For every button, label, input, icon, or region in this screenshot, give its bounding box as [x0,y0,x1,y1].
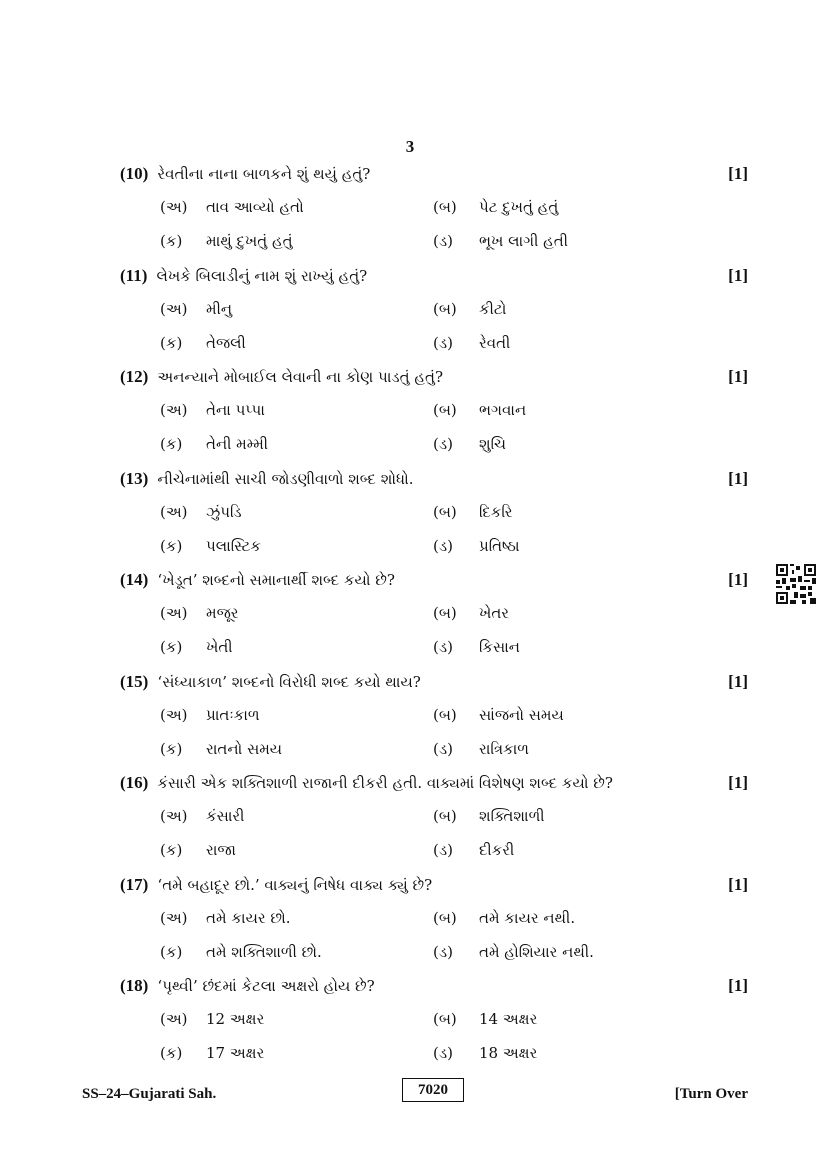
option-text: દિકરિ [479,502,513,521]
option-text: રેવતી [479,333,511,352]
option-text: તમે કાયર નથી. [479,908,576,927]
option-text: તમે શક્તિશાળી છો. [206,942,322,961]
option-text: તેના પપ્પા [206,401,265,419]
option-b [433,802,545,830]
option-d [433,938,594,966]
option-text: શુચિ [479,435,506,453]
option-key: (ક) [160,232,183,250]
option-text: રાત્રિકાળ [479,739,530,758]
option-a [160,396,265,424]
question-text: કંસારી એક શક્તિશાળી રાજાની દીકરી હતી. વાક્યમાં વિશેષણ શબ્દ કયો છે? [157,774,613,792]
option-key: (અ) [160,705,188,724]
option-key: (બ) [433,705,457,724]
page-number: 3 [405,137,415,156]
option-key: (ડ) [433,232,453,250]
option-text: શક્તિશાળી [479,807,545,825]
option-text: કિસાન [479,638,520,656]
option-d [433,532,520,560]
question-marks: [1] [728,468,748,488]
option-text: કંસારી [206,807,245,825]
option-key: (ક) [160,536,183,555]
question [120,769,750,871]
question-text: નીચેનામાંથી સાચી જોડણીવાળો શબ્દ શોધો. [157,469,414,488]
question-marks: [1] [728,367,748,386]
option-b [433,599,509,627]
question-text: ‘તમે બહાદૂર છો.’ વાક્યનું નિષેધ વાક્ય ક્યું છે? [157,875,433,894]
option-key: (બ) [433,198,457,216]
option-text: 14 અક્ષર [479,1010,538,1028]
option-key: (ડ) [433,333,453,352]
option-text: માથું દુખતું હતું [206,232,293,250]
option-a [160,193,304,221]
question-number: (14) [120,570,149,589]
option-text: પેટ દુખતું હતું [479,198,559,216]
question-row [120,769,750,797]
option-text: ભગવાન [479,401,527,419]
question [120,160,750,262]
option-key: (ડ) [433,435,453,453]
option-a [160,904,291,932]
question-list [120,160,750,1074]
option-key: (અ) [160,401,188,419]
question-row [120,160,750,188]
option-c [160,1039,264,1067]
question-number: (11) [120,265,148,285]
option-c [160,227,293,255]
option-text: કીટો [479,299,507,318]
option-key: (ક) [160,333,183,352]
question-number: (18) [120,976,149,995]
option-key: (અ) [160,502,188,521]
option-text: પ્રાતઃકાળ [206,705,260,724]
option-c [160,329,246,357]
option-text: તમે કાયર છો. [206,908,291,927]
option-c [160,430,268,458]
question-text: લેખકે બિલાડીનું નામ શું રાખ્યું હતું? [156,266,368,285]
option-key: (ક) [160,435,183,453]
option-b [433,396,526,424]
question-marks: [1] [728,976,748,995]
question-number: (10) [120,164,149,183]
option-key: (ક) [160,841,183,859]
question [120,363,750,465]
option-a [160,1005,264,1033]
option-key: (બ) [433,807,457,825]
option-text: 12 અક્ષર [206,1010,265,1028]
option-text: પલાસ્ટિક [206,536,261,555]
option-b [433,701,564,729]
option-text: 18 અક્ષર [479,1044,538,1062]
option-text: ભૂખ લાગી હતી [479,232,569,250]
option-a [160,599,239,627]
option-d [433,329,510,357]
option-a [160,701,260,729]
question [120,668,750,770]
option-text: ખેતી [206,638,233,656]
option-key: (ક) [160,638,183,656]
option-d [433,836,514,864]
question-row [120,363,750,391]
option-d [433,735,529,763]
option-text: તેજલી [206,333,246,352]
question [120,871,750,973]
option-text: મીનુ [206,299,233,318]
option-text: ખેતર [479,604,510,622]
question-text: રેવતીના નાના બાળકને શું થયું હતું? [157,165,371,183]
turn-over-label: [Turn Over [674,1086,748,1102]
option-c [160,633,233,661]
option-a [160,802,244,830]
option-key: (બ) [433,299,457,318]
question-marks: [1] [728,671,748,691]
question-number: (13) [120,468,149,488]
option-key: (અ) [160,299,188,318]
option-text: ઝુંપડિ [206,502,242,521]
option-key: (ડ) [433,942,453,961]
option-key: (અ) [160,908,188,927]
option-c [160,532,261,560]
paper-code: SS–24–Gujarati Sah. [82,1086,217,1102]
question-text: ‘પૃથ્વી’ છંદમાં કેટલા અક્ષરો હોય છે? [157,977,375,995]
question-row [120,465,750,493]
question-row [120,262,750,290]
option-d [433,1039,537,1067]
option-text: રાજા [206,841,236,859]
question [120,465,750,567]
option-b [433,193,558,221]
question-row [120,972,750,1000]
question-text: ‘ખેડૂત’ શબ્દનો સમાનાર્થી શબ્દ કયો છે? [157,571,395,589]
question-marks: [1] [728,874,748,894]
option-text: તેની મમ્મી [206,435,269,453]
option-key: (અ) [160,198,188,216]
question-number: (15) [120,671,149,691]
option-key: (બ) [433,908,457,927]
option-d [433,633,520,661]
option-text: પ્રતિષ્ઠા [479,536,520,555]
option-text: તમે હોશિયાર નથી. [479,942,594,961]
option-key: (બ) [433,604,457,622]
question-text: ‘સંધ્યાકાળ’ શબ્દનો વિરોધી શબ્દ કયો થાય? [157,672,421,691]
question-marks: [1] [728,265,748,285]
option-a [160,295,232,323]
option-key: (ક) [160,1044,183,1062]
option-b [433,904,575,932]
option-d [433,430,506,458]
option-text: 17 અક્ષર [206,1044,265,1062]
option-b [433,1005,537,1033]
option-key: (ડ) [433,638,453,656]
option-key: (ડ) [433,739,453,758]
option-b [433,295,506,323]
option-text: મજૂર [206,604,239,622]
question-marks: [1] [728,570,748,589]
option-key: (ડ) [433,841,453,859]
question-row [120,871,750,899]
option-key: (ક) [160,739,183,758]
question-row [120,668,750,696]
option-text: તાવ આવ્યો હતો [206,198,304,216]
question [120,566,750,668]
question [120,972,750,1074]
option-key: (ડ) [433,536,453,555]
option-d [433,227,568,255]
option-key: (બ) [433,1010,457,1028]
question-marks: [1] [728,773,748,792]
option-text: સાંજનો સમય [479,705,564,724]
option-key: (બ) [433,502,457,521]
option-a [160,498,242,526]
question-row [120,566,750,594]
option-key: (ક) [160,942,183,961]
question-number: (12) [120,367,149,386]
question [120,262,750,364]
question-text: અનન્યાને મોબાઈલ લેવાની ના કોણ પાડતું હતું? [157,368,443,386]
option-c [160,938,322,966]
option-key: (અ) [160,604,188,622]
paper-number-box: 7020 [402,1078,464,1102]
qr-code-icon [776,564,816,604]
option-c [160,836,236,864]
question-number: (16) [120,773,149,792]
option-c [160,735,282,763]
option-text: દીકરી [479,841,515,859]
option-key: (અ) [160,1010,188,1028]
question-number: (17) [120,874,149,894]
option-b [433,498,513,526]
question-marks: [1] [728,164,748,183]
option-text: રાતનો સમય [206,739,283,758]
option-key: (અ) [160,807,188,825]
option-key: (બ) [433,401,457,419]
option-key: (ડ) [433,1044,453,1062]
